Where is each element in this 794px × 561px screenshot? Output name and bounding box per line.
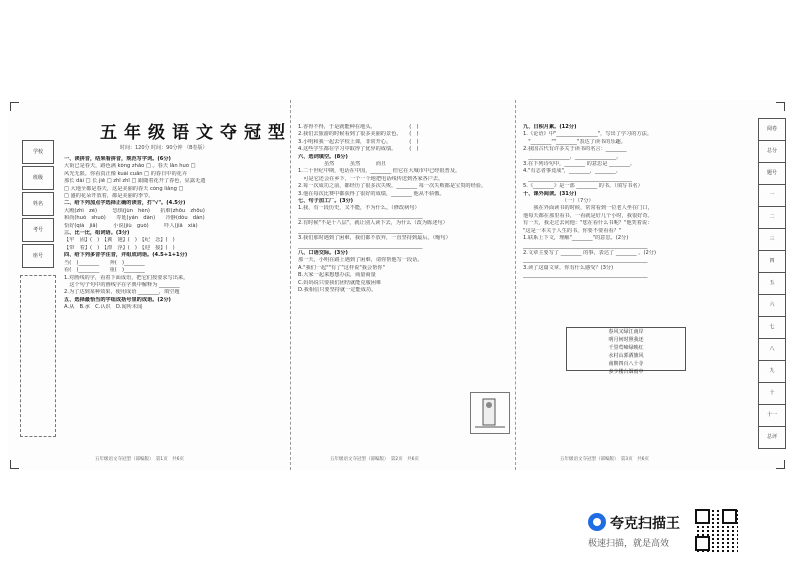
poem-line: 南朝四百八十寺 xyxy=(608,361,644,367)
illustration-image xyxy=(470,392,510,434)
score-label: 十一 xyxy=(758,404,786,427)
page-footer: 五年级语文夺冠型（部编版） 第3页 共6页 xyxy=(560,457,649,462)
text-line: 3.我们那时遇到了困难，我们都不放弃，一直坚持到最后。（缩句） xyxy=(298,235,451,242)
corner-mark xyxy=(10,102,19,111)
corner-mark xyxy=(776,460,785,469)
column-3 xyxy=(523,124,751,280)
qr-code-icon xyxy=(694,508,738,552)
text-line: 1.《论语》中"________________"，写出了学习的方法。 xyxy=(523,131,653,138)
seal-line-box xyxy=(20,275,56,437)
text-line: 有一天，我走过去问他："您在看什么书呢？"他笑着说： xyxy=(523,220,653,227)
text-line: ________________________________________________ xyxy=(298,212,423,219)
left-label: 姓名 xyxy=(22,192,54,216)
text-line: 那一天，小明在路上遇到了困难，请你帮他写一段话。 xyxy=(298,257,423,264)
text-line: 我在外面读书的时候，常常看到一位老人坐在门口， xyxy=(523,205,653,212)
text-line: ________________________________________________ xyxy=(523,257,648,264)
text-line: 2.我国古代有许多关于读书的名言：________ xyxy=(523,146,627,153)
text-line: 这个句子句中的画线字在字典中解释为 ________ xyxy=(64,281,180,288)
text-line: 当( )________ 奔( )________ xyxy=(64,259,145,266)
score-label: 阅卷 xyxy=(758,118,786,141)
poem-line: 多少楼台烟雨中 xyxy=(608,369,644,375)
text-line: 八、口语交际。(3分) xyxy=(298,249,348,256)
text-line: （一）（7分） xyxy=(523,198,594,205)
text-line: ________________________________________________ xyxy=(298,227,423,234)
text-line: 3.他在每次比赛中都获得了很好的成绩，________ 他从不骄傲。 xyxy=(298,190,445,197)
text-line: □ 盛的花朵开放着，都是美丽的季节。 xyxy=(64,193,154,200)
left-label: 考号 xyxy=(22,218,54,242)
score-label: 二 xyxy=(758,206,786,229)
corner-mark xyxy=(776,102,785,111)
text-line: 可是它还会在乡下，一个一个地把电话线传送到各家各户去。 xyxy=(298,175,444,182)
text-line: 六、选词填空。(8分) xyxy=(298,153,348,160)
text-line: 大街已是春天，路色满 kǒng zhǎo □ 。春天 lǎn huò □ xyxy=(64,163,196,170)
text-line: B.大家一起来想想办法，商量商量 xyxy=(298,272,376,279)
column-2 xyxy=(298,124,510,294)
poem-line: 千里莺啼绿映红 xyxy=(608,345,644,351)
score-label: 六 xyxy=(758,294,786,317)
left-label: 学校 xyxy=(22,140,54,164)
text-line: 那长 dài □ 长 jiě □ zhǐ zhī □ 跟随着花开了春色，显露无遗 xyxy=(64,178,206,185)
score-label: 九 xyxy=(758,360,786,383)
text-line: 和尚(huǒ shuò) 寿延(yán dàn) 冷静(dǒu dàn) xyxy=(64,215,205,222)
column-divider xyxy=(515,100,516,470)
text-line: 看( )________ 重( )________ xyxy=(64,267,145,274)
brand-slogan: 极速扫描，就是高效 xyxy=(588,539,670,549)
text-line: 3.在下列诗句中，________ 的意思是 ________。 xyxy=(523,161,635,168)
text-line: 1.香得不得，于是就能种在地头。 ( ) xyxy=(298,124,419,130)
text-line: ________________________________________ xyxy=(523,175,632,182)
text-line: 4."有志者事竟成"，________，________。 xyxy=(523,168,621,175)
score-label: 八 xyxy=(758,338,786,361)
text-line: 风光无限。你看真正像 kuài cuān □ 的春日中的花卉 xyxy=(64,170,188,177)
text-line: ________________________________________________ xyxy=(523,242,648,249)
score-label: 题号 xyxy=(758,162,786,185)
text-line: 3.读了这篇文章，你有什么感受？(3分) xyxy=(523,264,614,271)
text-line: 【带 着】( ) 【漂 浮】( ) 【迎 接】( ) xyxy=(64,244,175,251)
text-line: A."我们一起""有了"这样说"我会帮你" xyxy=(298,264,385,271)
text-line: 1.二十世纪中期，电话在中国，________ 但它在大城市中已经很普及。 xyxy=(298,168,461,175)
text-line: A.从 B.承 C.认识 D.闻所未闻 xyxy=(64,304,143,311)
poem-box xyxy=(566,327,686,375)
score-label: 三 xyxy=(758,228,786,251)
text-line: 1.对画线的字，看着下面成语，把它们按要求写出来。 xyxy=(64,274,189,281)
text-line: 大殿(zhì zé) 恐惧(jùn hèn) 抗难(zhōu zhōu) xyxy=(64,207,205,214)
text-line: 虽然 虽然 而且 xyxy=(298,161,387,168)
score-label: 五 xyxy=(758,272,786,295)
poem-line: 水村山郭酒旗风 xyxy=(608,353,644,359)
brand-logo-icon xyxy=(588,513,606,531)
score-label: 总评 xyxy=(758,426,786,449)
text-line: 3.小明和我一起去学校上课，非常开心。 ( ) xyxy=(298,138,419,145)
text-line: 他每天都在那里看书，一看就是好几个小时，我很好奇。 xyxy=(523,212,653,219)
text-line: 2.有时候"不是十八层"，就让别人读下去，为什么（改为陈述句） xyxy=(298,220,448,227)
score-label: 七 xyxy=(758,316,786,339)
exam-title: 五年级语文夺冠型 xyxy=(100,123,292,143)
score-label: 十 xyxy=(758,382,786,405)
score-label: 四 xyxy=(758,250,786,273)
brand-name: 夸克扫描王 xyxy=(610,516,680,532)
column-divider xyxy=(290,100,291,470)
text-line: D.我相信只要坚持就一定能成功。 xyxy=(298,286,377,293)
text-line: □ 大地全都是春天，这是美丽的春天 cóng liǎng □ xyxy=(64,185,184,192)
text-line: 二、给下列加点字选择正确的读音，打"√"。(4.5分) xyxy=(64,200,186,207)
text-line: 十、课外阅读。(31分) xyxy=(523,190,577,197)
exam-meta: 时间：120分 时间：90分钟 （B卷版） xyxy=(120,145,208,151)
text-line: 1.联系上下文，理解"________"的意思。(2分) xyxy=(523,235,629,242)
text-line: 三、比一比，组词语。(3分) xyxy=(64,230,130,237)
text-line: ________________________________________________ xyxy=(298,242,423,249)
text-line: ________________，________________。 xyxy=(523,153,622,160)
text-line: 九、日积月累。(12分) xyxy=(523,124,577,130)
text-line: 4.这些学生都在学习中取得了优异的成绩。 ( ) xyxy=(298,146,419,153)
text-line: "这是一本关于人生的书，你要不要看看？" xyxy=(523,227,622,234)
text-line: 2.为了达到某种效果，使用成语 ________，填空题 xyxy=(64,289,180,296)
text-line: 一、读拼音，结果看拼音，规范写字词。(6分) xyxy=(64,156,171,162)
text-line: C.妈妈说只要我们团结就能克服困难 xyxy=(298,279,382,286)
left-label: 班级 xyxy=(22,166,54,190)
score-label: 一 xyxy=(758,184,786,207)
text-line: "________""________"表达了读书的乐趣。 xyxy=(523,138,626,145)
text-line: 2.每一次成功之前，都经历了很多次失败，________ 每一次失败都是宝贵的经验。 xyxy=(298,183,487,190)
column-1 xyxy=(64,156,286,312)
left-label: 座号 xyxy=(22,244,54,268)
poem-line: 明月何时照我还 xyxy=(608,337,644,343)
corner-mark xyxy=(10,460,19,469)
text-line: 五、选择最恰当的字组成括号里的成语。(2分) xyxy=(64,296,171,303)
page-footer: 五年级语文夺冠型（部编版） 第2页 共6页 xyxy=(330,457,419,462)
text-line: 2.我们去旅游的时候看到了很多美丽的景色。 ( ) xyxy=(298,131,419,138)
text-line: 5.《________》是一部 ________ 的书。（填写书名） xyxy=(523,183,643,190)
text-line: 2.文章主要写了 ________ 的事，表达了 ________ 。(2分) xyxy=(523,249,657,256)
poem-line: 春风又绿江南岸 xyxy=(608,329,644,335)
text-line: 1.我，有一段历史，又不能，不为什么。（修改病句） xyxy=(298,205,420,212)
text-line: 四、给下列多音字注音，并组成词语。(4.5+1+1分) xyxy=(64,252,188,259)
page-footer: 五年级语文夺冠型（部编版） 第1页 共6页 xyxy=(95,457,184,462)
score-label: 总分 xyxy=(758,140,786,163)
text-line: 【牢 固】( ) 【翼 翅】( ) 【纪 念】( ) xyxy=(64,237,175,244)
text-line: 七、句子加工厂。(3分) xyxy=(298,198,354,205)
text-line: 恰好(qià jiā) 小说(jiù guò) 吓人(jiǎ xià) xyxy=(64,222,198,229)
text-line: ________________________________________________ xyxy=(523,272,648,279)
